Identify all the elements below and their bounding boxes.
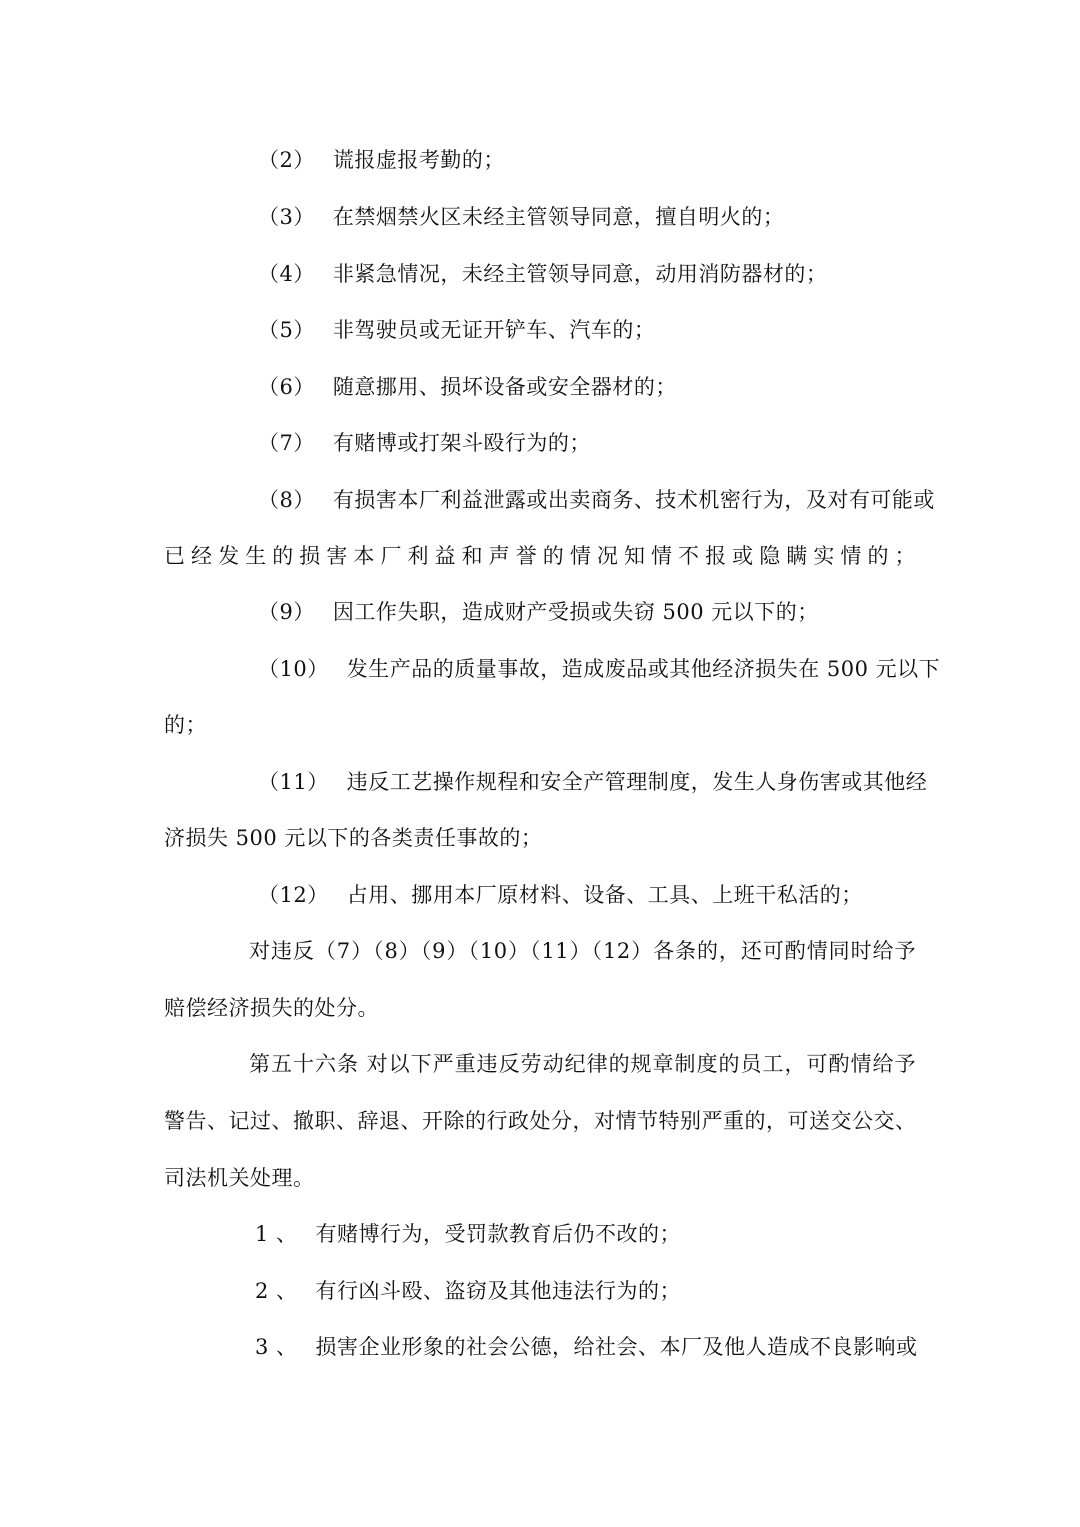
- item-number: （5）: [258, 318, 315, 342]
- list-item-3: [255, 1333, 916, 1361]
- item-8-continued: [164, 542, 916, 570]
- item-number: （2）: [258, 148, 315, 172]
- item-text: 非驾驶员或无证开铲车、汽车的；: [332, 318, 656, 342]
- item-5: [258, 316, 655, 344]
- item-text: 的；: [164, 713, 207, 737]
- item-number: （7）: [258, 431, 315, 455]
- item-10: [258, 655, 941, 683]
- item-text: 因工作失职，造成财产受损或失窃 500 元以下的；: [332, 600, 819, 624]
- item-text: 有赌博或打架斗殴行为的；: [332, 431, 591, 455]
- item-text: 损害企业形象的社会公德，给社会、本厂及他人造成不良影响或: [315, 1335, 918, 1359]
- item-number: （9）: [258, 600, 315, 624]
- item-number: （12）: [258, 883, 329, 907]
- item-2: [258, 146, 505, 174]
- item-9: [258, 598, 819, 626]
- item-text: 有行凶斗殴、盗窃及其他违法行为的；: [315, 1279, 682, 1303]
- item-number: （11）: [258, 770, 329, 794]
- item-12: [258, 881, 863, 909]
- item-number: （8）: [258, 488, 315, 512]
- item-text: 非紧急情况，未经主管领导同意，动用消防器材的；: [332, 262, 828, 286]
- item-7: [258, 429, 591, 457]
- item-text: 发生产品的质量事故，造成废品或其他经济损失在 500 元以下: [346, 657, 941, 681]
- article-56-end: [164, 1164, 315, 1192]
- item-text: 在禁烟禁火区未经主管领导同意，擅自明火的；: [332, 205, 785, 229]
- list-item-2: [255, 1277, 681, 1305]
- item-6: [258, 373, 677, 401]
- article-56-continued: [164, 1107, 916, 1135]
- paragraph-compensation: [249, 937, 916, 965]
- item-text: 已经发生的损害本厂利益和声誉的情况知情不报或隐瞒实情的；: [164, 544, 916, 568]
- item-number: （6）: [258, 375, 315, 399]
- item-number: （10）: [258, 657, 329, 681]
- item-number: 2 、: [255, 1279, 298, 1303]
- item-text: 谎报虚报考勤的；: [332, 148, 505, 172]
- paragraph-text: 赔偿经济损失的处分。: [164, 996, 379, 1020]
- item-3: [258, 203, 784, 231]
- item-number: 3 、: [255, 1335, 298, 1359]
- article-text: 警告、记过、撤职、辞退、开除的行政处分，对情节特别严重的，可送交公交、: [164, 1109, 917, 1133]
- item-4: [258, 260, 827, 288]
- item-number: （3）: [258, 205, 315, 229]
- item-text: 济损失 500 元以下的各类责任事故的；: [164, 826, 543, 850]
- item-text: 违反工艺操作规程和安全产管理制度，发生人身伤害或其他经: [346, 770, 928, 794]
- paragraph-text: 对违反（7）（8）（9）（10）（11）（12）各条的，还可酌情同时给予: [249, 939, 916, 963]
- item-11-continued: [164, 824, 542, 852]
- item-text: 随意挪用、损坏设备或安全器材的；: [332, 375, 677, 399]
- article-56-heading: [249, 1050, 916, 1078]
- list-item-1: [255, 1220, 681, 1248]
- article-text: 司法机关处理。: [164, 1166, 315, 1190]
- item-10-continued: [164, 711, 207, 739]
- item-text: 有赌博行为，受罚款教育后仍不改的；: [315, 1222, 682, 1246]
- paragraph-compensation-continued: [164, 994, 379, 1022]
- item-11: [258, 768, 928, 796]
- item-number: （4）: [258, 262, 315, 286]
- item-8: [258, 486, 935, 514]
- item-text: 有损害本厂利益泄露或出卖商务、技术机密行为，及对有可能或: [332, 488, 935, 512]
- item-text: 占用、挪用本厂原材料、设备、工具、上班干私活的；: [346, 883, 863, 907]
- article-text: 第五十六条 对以下严重违反劳动纪律的规章制度的员工，可酌情给予: [249, 1052, 916, 1076]
- item-number: 1 、: [255, 1222, 298, 1246]
